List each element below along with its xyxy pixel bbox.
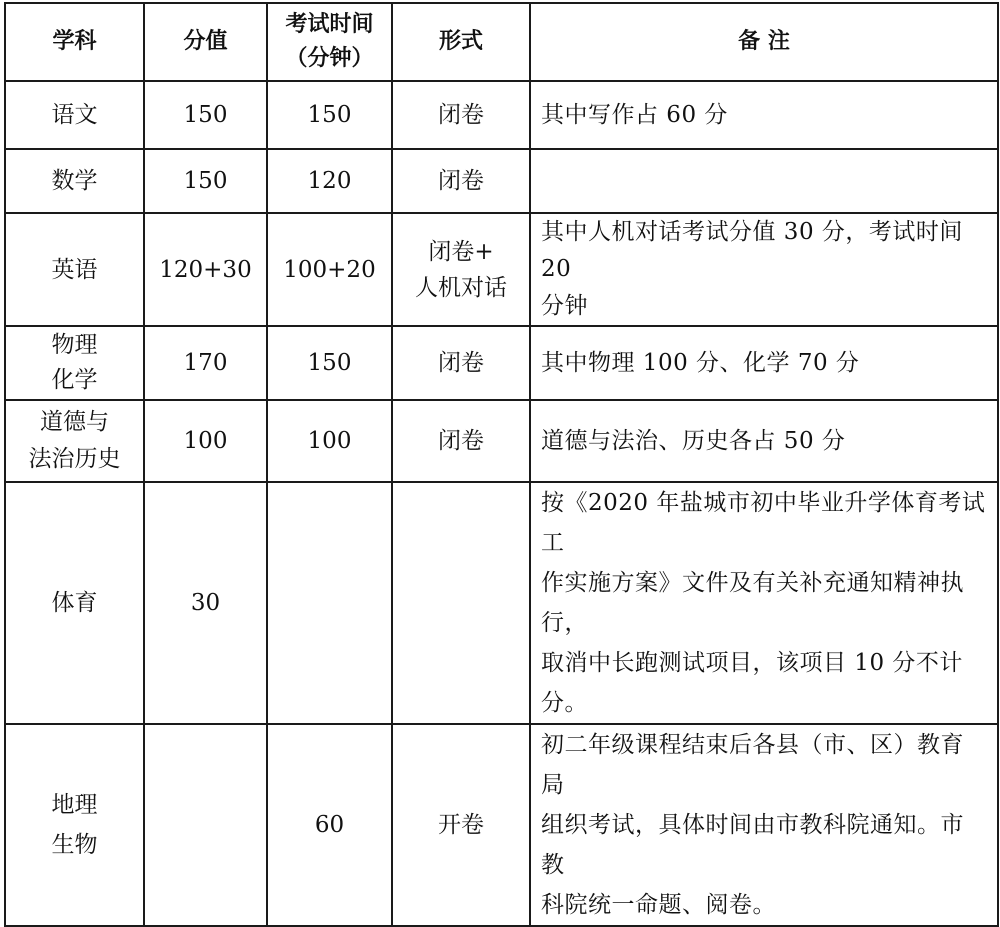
form-cell — [392, 482, 530, 724]
remarks-cell — [530, 149, 998, 213]
remarks-cell — [530, 326, 998, 400]
time-cell: 100 — [267, 400, 392, 482]
header-score: 分值 — [144, 3, 267, 81]
exam-subjects-table — [4, 2, 999, 927]
remarks-cell — [530, 81, 998, 149]
subject-line: 物理 — [51, 332, 98, 358]
subject-cell — [5, 482, 144, 724]
table-row — [5, 81, 998, 149]
subject-cell — [5, 326, 144, 400]
form-line: 闭卷 — [438, 350, 484, 376]
remarks-line: 分钟 — [541, 293, 588, 319]
remarks-cell — [530, 213, 998, 326]
header-time — [267, 3, 392, 81]
subject-cell — [5, 81, 144, 149]
time-cell: 100+20 — [267, 213, 392, 326]
form-cell — [392, 81, 530, 149]
remarks-line: 其中写作占 60 分 — [541, 102, 728, 128]
form-cell — [392, 326, 530, 400]
form-line: 开卷 — [438, 812, 484, 838]
subject-cell — [5, 724, 144, 926]
remarks-line: 科院统一命题、阅卷。 — [541, 892, 776, 918]
time-cell: 120 — [267, 149, 392, 213]
remarks-line: 取消中长跑测试项目，该项目 10 分不计分。 — [541, 650, 963, 716]
score-cell — [144, 724, 267, 926]
score-cell: 120+30 — [144, 213, 267, 326]
remarks-line: 其中物理 100 分、化学 70 分 — [541, 350, 860, 376]
form-line: 闭卷+ — [428, 238, 494, 265]
header-row — [5, 3, 998, 81]
score-cell: 150 — [144, 149, 267, 213]
remarks-cell — [530, 482, 998, 724]
header-remarks: 备 注 — [530, 3, 998, 81]
time-cell — [267, 482, 392, 724]
header-form: 形式 — [392, 3, 530, 81]
subject-line: 生物 — [51, 832, 98, 858]
remarks-line: 其中人机对话考试分值 30 分，考试时间 20 — [541, 219, 963, 282]
score-cell: 30 — [144, 482, 267, 724]
score-cell: 170 — [144, 326, 267, 400]
form-line: 人机对话 — [415, 274, 507, 301]
subject-cell — [5, 400, 144, 482]
remarks-line: 组织考试，具体时间由市教科院通知。市教 — [541, 812, 964, 878]
remarks-line: 道德与法治、历史各占 50 分 — [541, 428, 846, 454]
time-cell: 60 — [267, 724, 392, 926]
subject-line: 语文 — [51, 102, 98, 128]
subject-line: 地理 — [51, 792, 98, 818]
form-cell — [392, 149, 530, 213]
header-subject: 学科 — [5, 3, 144, 81]
subject-line: 英语 — [51, 256, 98, 283]
remarks-line: 按《2020 年盐城市初中毕业升学体育考试工 — [541, 490, 986, 556]
subject-line: 法治历史 — [28, 446, 121, 472]
table-row — [5, 149, 998, 213]
subject-line: 道德与 — [40, 409, 109, 435]
form-line: 闭卷 — [438, 102, 484, 128]
table-row — [5, 213, 998, 326]
subject-line: 体育 — [51, 590, 98, 616]
remarks-cell — [530, 400, 998, 482]
form-cell — [392, 724, 530, 926]
table-row — [5, 400, 998, 482]
subject-cell — [5, 149, 144, 213]
remarks-cell — [530, 724, 998, 926]
score-cell: 150 — [144, 81, 267, 149]
subject-line: 数学 — [51, 168, 98, 194]
time-cell: 150 — [267, 81, 392, 149]
header-time-line2: （分钟） — [285, 46, 374, 71]
form-cell — [392, 213, 530, 326]
table-row — [5, 326, 998, 400]
form-line: 闭卷 — [438, 428, 484, 454]
form-line: 闭卷 — [438, 168, 484, 194]
table-row — [5, 724, 998, 926]
header-time-line1: 考试时间 — [285, 12, 374, 37]
form-cell — [392, 400, 530, 482]
time-cell: 150 — [267, 326, 392, 400]
table-row — [5, 482, 998, 724]
remarks-line: 初二年级课程结束后各县（市、区）教育局 — [541, 732, 964, 798]
subject-cell — [5, 213, 144, 326]
subject-line: 化学 — [51, 367, 98, 393]
score-cell: 100 — [144, 400, 267, 482]
remarks-line: 作实施方案》文件及有关补充通知精神执行， — [541, 570, 964, 636]
